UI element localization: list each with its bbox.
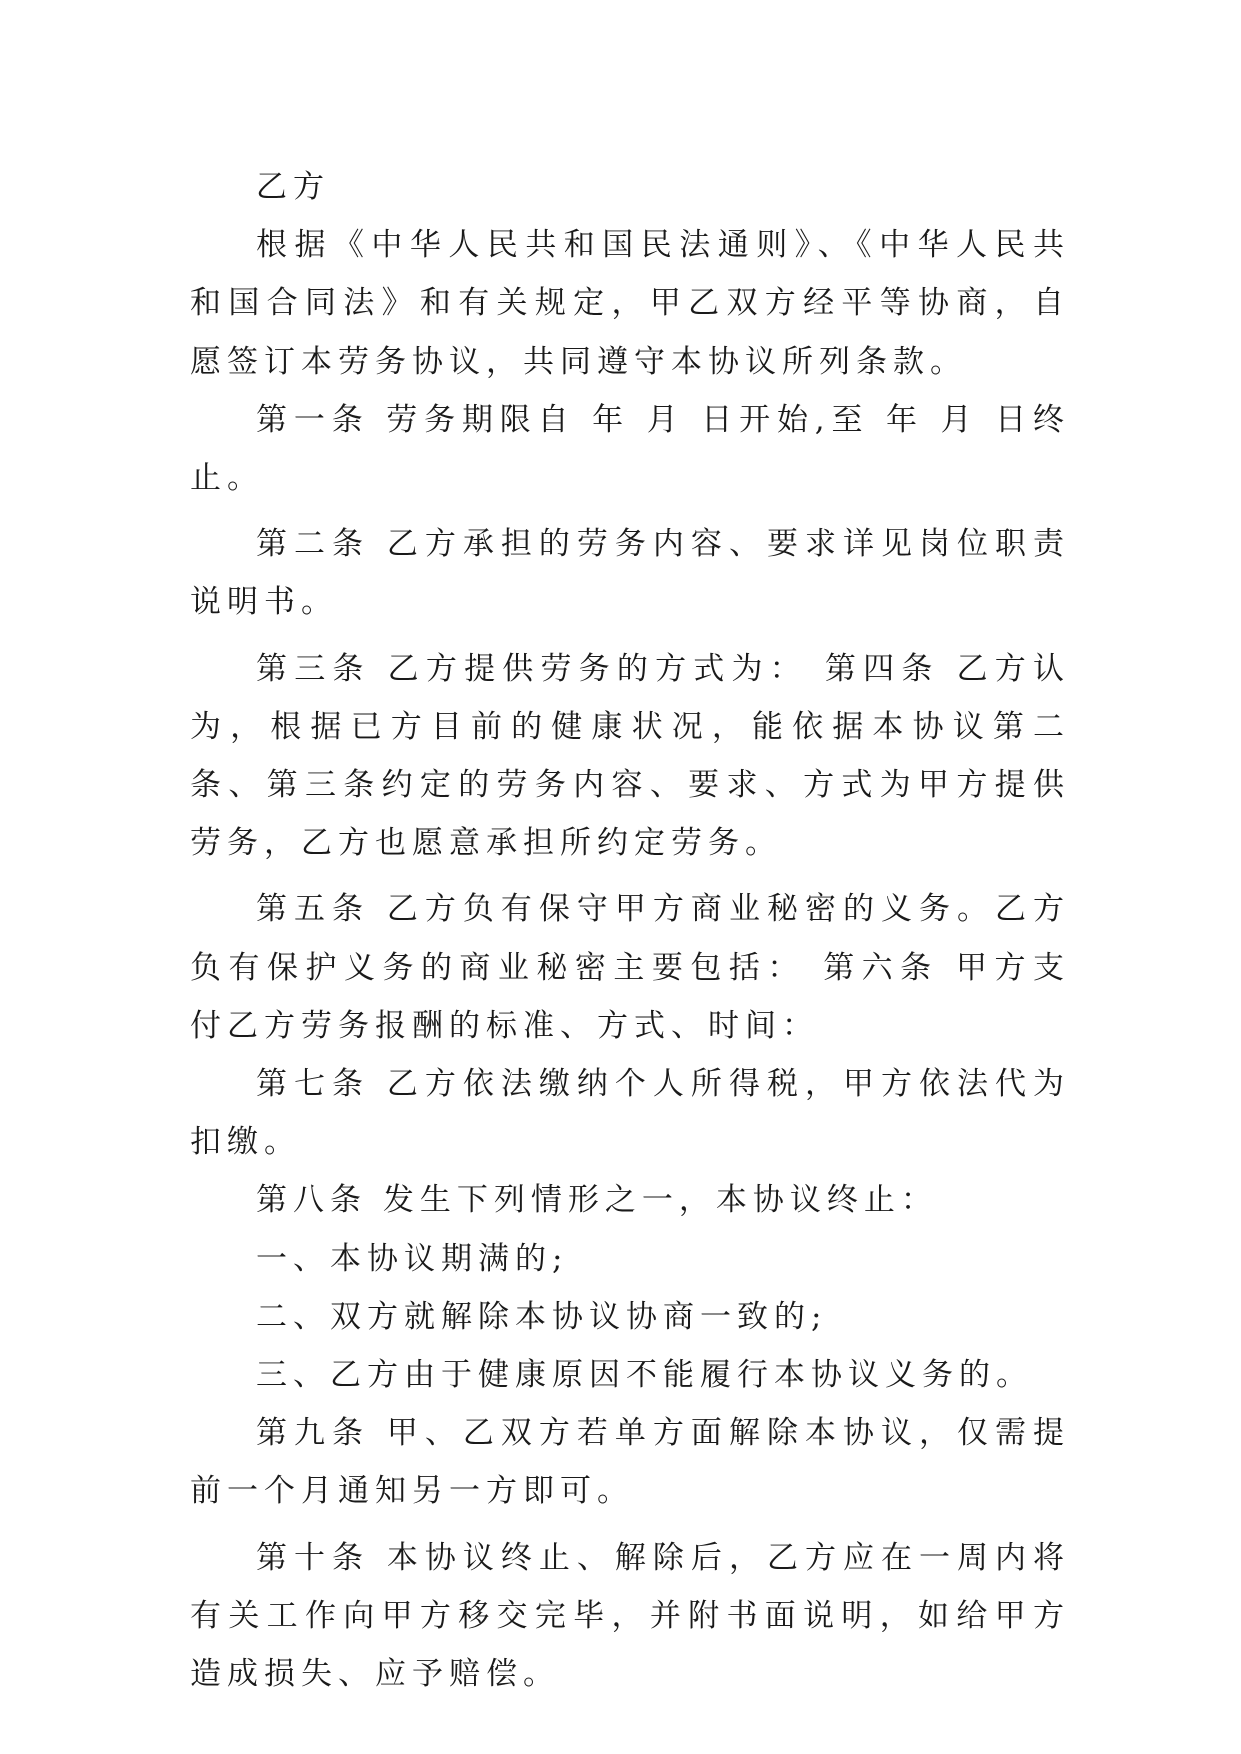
paragraph-article-9: 第九条 甲、乙双方若单方面解除本协议，仅需提前一个月通知另一方即可。 <box>190 1415 1070 1510</box>
paragraph-article-10: 第十条 本协议终止、解除后，乙方应在一周内将有关工作向甲方移交完毕，并附书面说明，如给甲方造成损失、应予赔偿。 <box>190 1539 1070 1693</box>
paragraph-article-1: 第一条 劳务期限自 年 月 日开始,至 年 月 日终止。 <box>190 401 1070 497</box>
paragraph-article-8: 第八条 发生下列情形之一，本协议终止： <box>256 1182 938 1219</box>
paragraph-article-7: 第七条 乙方依法缴纳个人所得税，甲方依法代为扣缴。 <box>190 1066 1070 1161</box>
list-item-termination-2: 二、双方就解除本协议协商一致的; <box>256 1298 828 1335</box>
paragraph-article-3-4: 第三条 乙方提供劳务的方式为： 第四条 乙方认为，根据已方目前的健康状况，能依据本协议第二条、第三条约定的劳务内容、要求、方式为甲方提供劳务，乙方也愿意承担所约定劳务。 <box>190 650 1070 862</box>
paragraph-party-b: 乙方 <box>256 169 330 205</box>
paragraph-preamble: 根据《中华人民共和国民法通则》、《中华人民共和国合同法》和有关规定，甲乙双方经平等协商，自愿签订本劳务协议，共同遵守本协议所列条款。 <box>190 227 1070 380</box>
paragraph-article-2: 第二条 乙方承担的劳务内容、要求详见岗位职责说明书。 <box>190 526 1070 621</box>
list-item-termination-3: 三、乙方由于健康原因不能履行本协议义务的。 <box>256 1357 1033 1394</box>
paragraph-article-5-6: 第五条 乙方负有保守甲方商业秘密的义务。乙方负有保护义务的商业秘密主要包括： 第六条 甲方支付乙方劳务报酬的标准、方式、时间： <box>190 891 1070 1044</box>
document-body <box>190 158 1070 1703</box>
list-item-termination-1: 一、本协议期满的; <box>256 1240 569 1277</box>
